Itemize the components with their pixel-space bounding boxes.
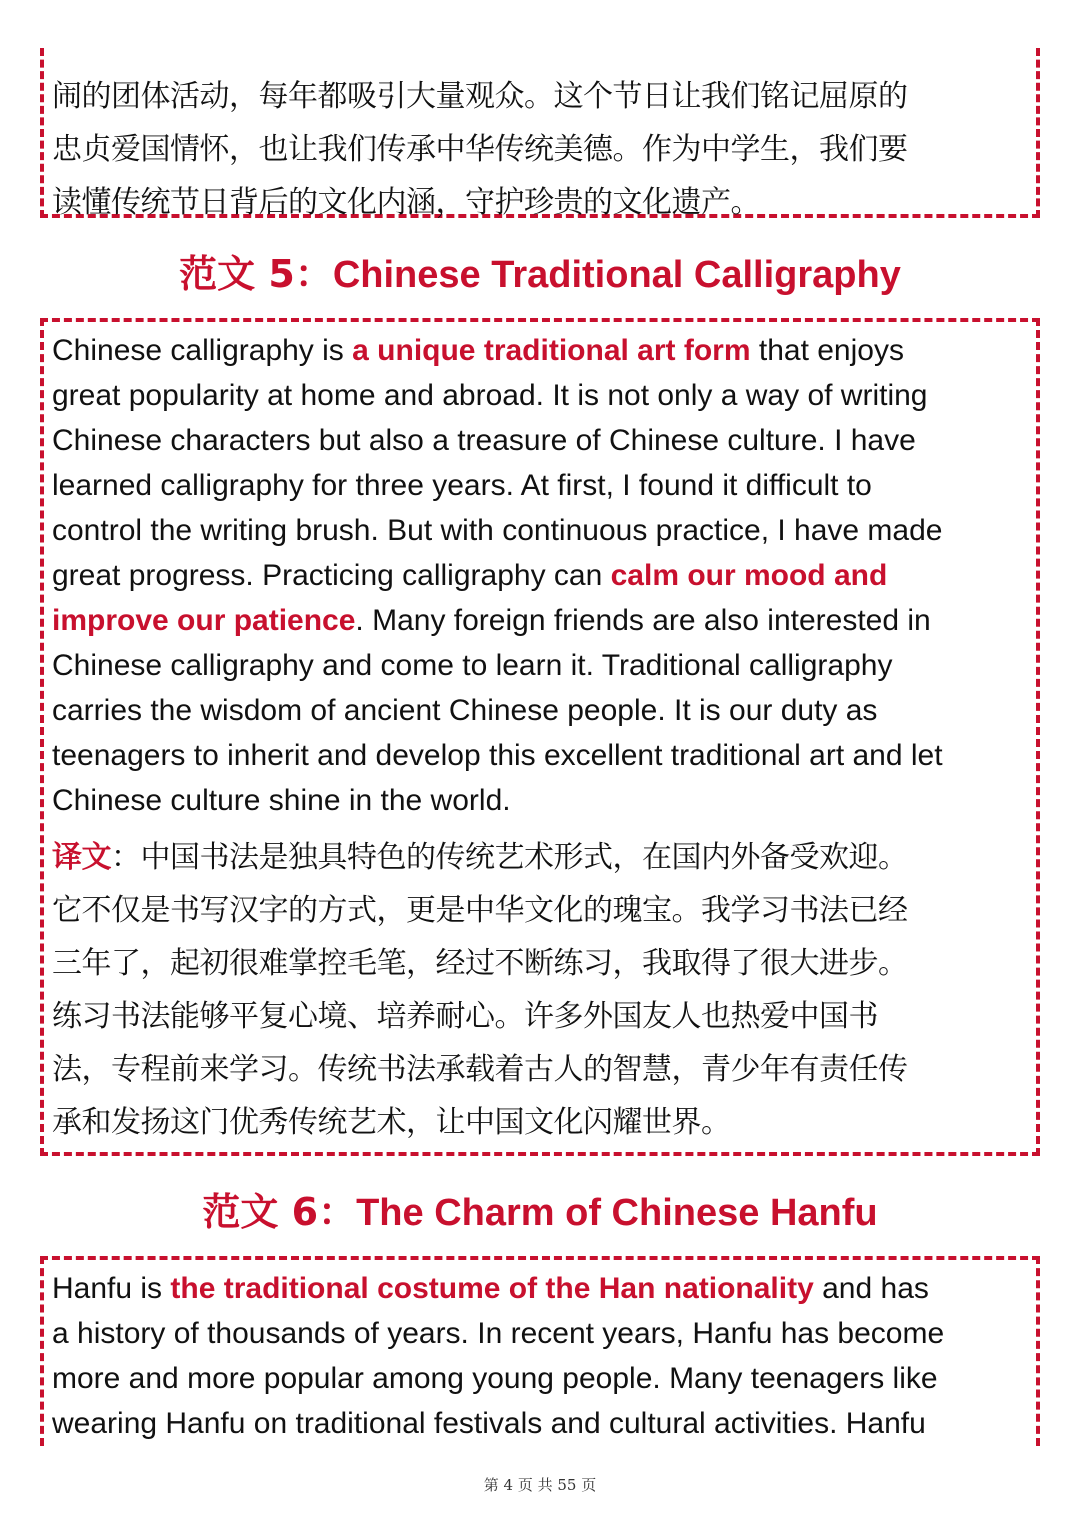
essay5-line-4: learned calligraphy for three years. At first, I found it difficult to [52,469,872,502]
essay5-line-6 [52,553,1028,598]
text-segment: and has [813,1272,929,1305]
translation-line-3: 三年了，起初很难掌控毛笔，经过不断练习，我取得了很大进步。 [52,946,908,981]
text-segment: great progress. Practicing calligraphy can [52,559,611,592]
essay5-line-8: Chinese calligraphy and come to learn it. Traditional calligraphy [52,649,893,682]
text-segment: Hanfu is [52,1272,171,1305]
translation-label: 译文 [52,840,111,875]
essay5-line-3: Chinese characters but also a treasure of Chinese culture. I have [52,424,916,457]
highlight-phrase: a unique traditional art form [352,334,751,367]
essay6-line-1 [52,1266,1028,1311]
highlight-phrase: the traditional costume of the Han nationality [170,1272,814,1305]
essay6-heading-title: The Charm of Chinese Hanfu [356,1192,878,1234]
essay5-line-11: Chinese culture shine in the world. [52,784,511,817]
heading-separator: ： [294,252,333,296]
essay6-line-3: more and more popular among young people. Many teenagers like [52,1362,938,1395]
translation-line-6: 承和发扬这门优秀传统艺术，让中国文化闪耀世界。 [52,1105,731,1140]
text-segment: Chinese calligraphy is [52,334,353,367]
essay5-heading-prefix: 范文 5 [179,252,295,296]
essay5-line-7 [52,598,1028,643]
translation-line-2: 它不仅是书写汉字的方式，更是中华文化的瑰宝。我学习书法已经 [52,893,908,928]
essay5-box [40,318,1040,1156]
essay4-continuation-box [40,48,1040,218]
essay5-line-10: teenagers to inherit and develop this excellent traditional art and let [52,739,943,772]
essay5-heading-title: Chinese Traditional Calligraphy [332,254,901,296]
page-footer: 第 4 页 共 55 页 [483,1476,597,1494]
translation-line-5: 法，专程前来学习。传统书法承载着古人的智慧，青少年有责任传 [52,1052,908,1087]
highlight-phrase: calm our mood and [610,559,888,592]
essay5-line-1 [52,328,1028,373]
text-line: 闹的团体活动，每年都吸引大量观众。这个节日让我们铭记屈原的 [52,79,908,114]
essay5-line-5: control the writing brush. But with continuous practice, I have made [52,514,943,547]
essay6-heading [0,1181,1080,1236]
text-segment: that enjoys [750,334,904,367]
essay5-heading [0,243,1080,298]
translation-line-4: 练习书法能够平复心境、培养耐心。许多外国友人也热爱中国书 [52,999,878,1034]
highlight-phrase: improve our patience [52,604,356,637]
text-line: 忠贞爱国情怀，也让我们传承中华传统美德。作为中学生，我们要 [52,132,908,167]
essay6-box [40,1256,1040,1446]
translation-line-1 [52,831,1028,884]
essay5-line-9: carries the wisdom of ancient Chinese people. It is our duty as [52,694,878,727]
text-line: 读懂传统节日背后的文化内涵，守护珍贵的文化遗产。 [52,185,760,220]
essay6-line-2: a history of thousands of years. In recent years, Hanfu has become [52,1317,945,1350]
heading-separator: ： [318,1190,357,1234]
text-segment: ：中国书法是独具特色的传统艺术形式，在国内外备受欢迎。 [111,840,908,875]
essay6-heading-prefix: 范文 6 [202,1190,319,1234]
text-segment: . Many foreign friends are also interested in [355,604,931,637]
essay5-line-2: great popularity at home and abroad. It is not only a way of writing [52,379,928,412]
essay6-line-4: wearing Hanfu on traditional festivals and cultural activities. Hanfu [52,1407,926,1440]
